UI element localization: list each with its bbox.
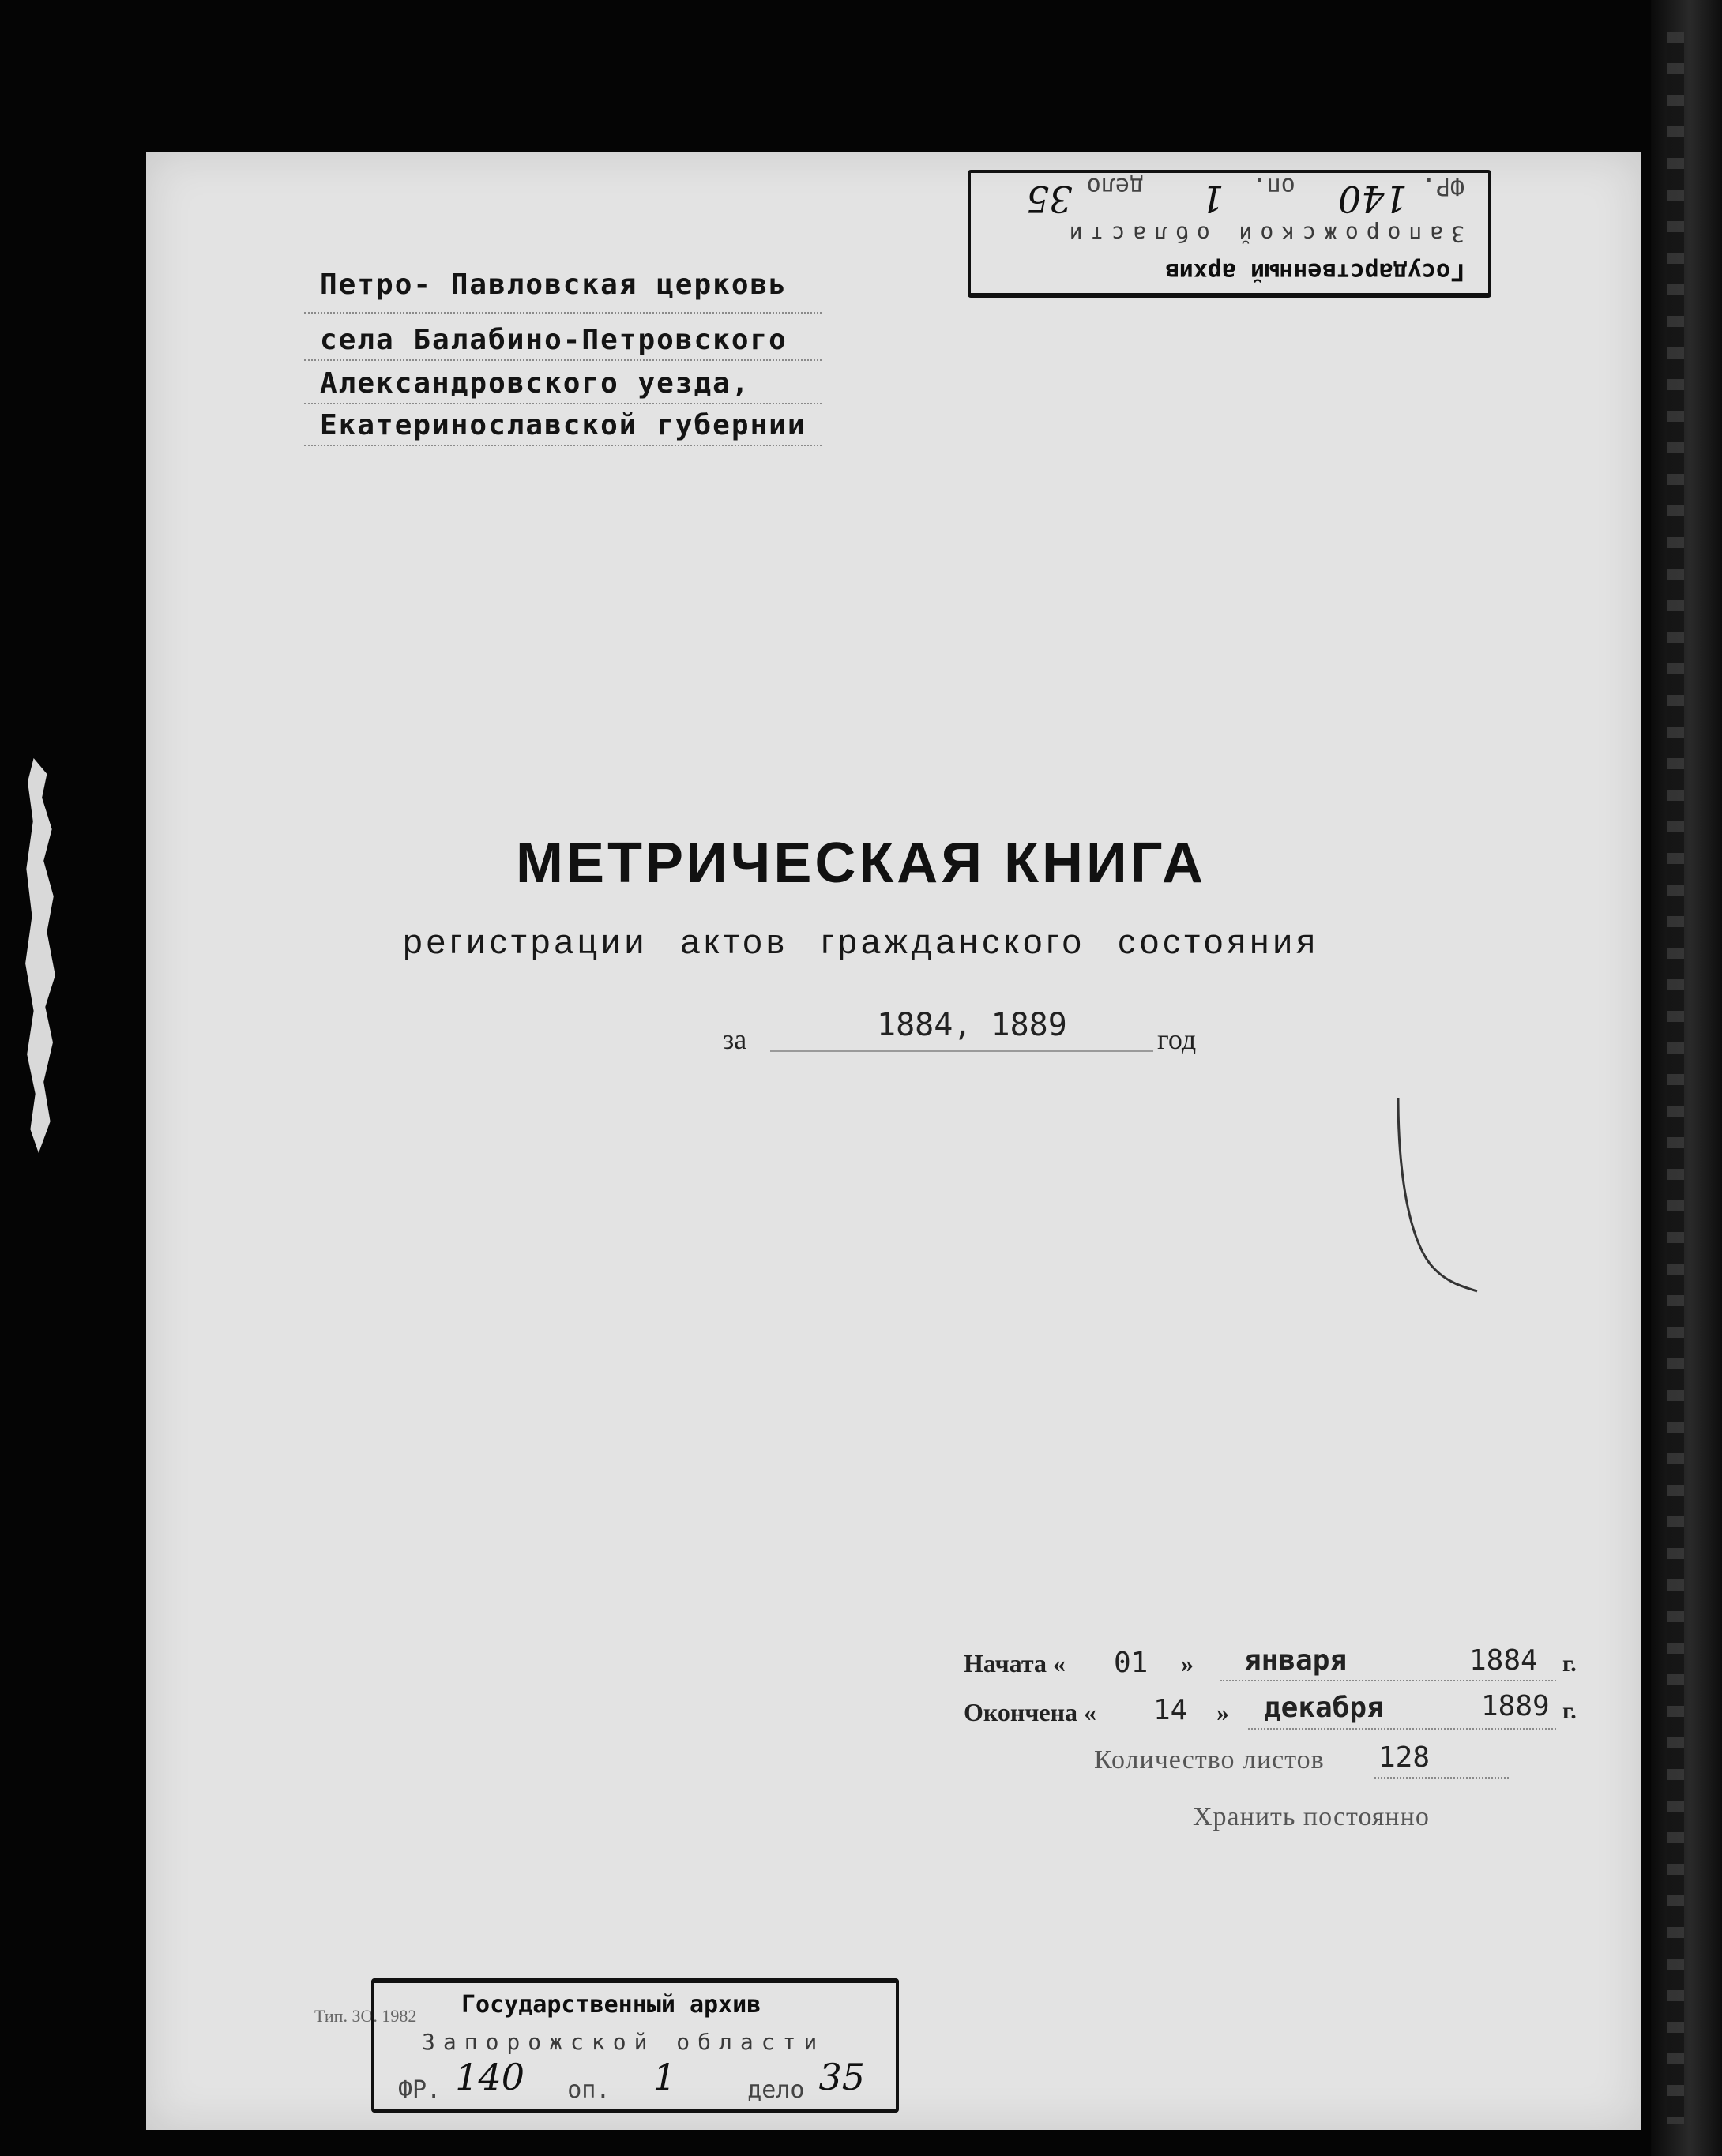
stamp-top-delo-prefix: дело [1086, 172, 1144, 200]
printer-imprint: Тип. ЗО. 1982 [314, 2006, 417, 2026]
start-underline [1220, 1680, 1556, 1681]
church-underline-1 [304, 312, 822, 314]
church-underline-3 [304, 403, 822, 404]
stamp-bottom-region: Запорожской области [422, 2029, 825, 2055]
stamp-top-archive-name: Государственный архив [1164, 257, 1464, 285]
stamp-bottom-fund: 140 [455, 2056, 525, 2098]
end-underline [1248, 1728, 1556, 1730]
end-label: Окончена « [964, 1698, 1097, 1726]
year-prefix: за [723, 1024, 747, 1055]
end-day: 14 [1153, 1694, 1188, 1726]
stamp-bottom-archive-name: Государственный архив [461, 1991, 761, 2019]
archive-stamp-bottom [371, 1978, 899, 2113]
start-year-suffix: г. [1562, 1651, 1577, 1677]
start-year: 1884 [1469, 1644, 1538, 1677]
storage-note: Хранить постоянно [1193, 1802, 1430, 1831]
stamp-bottom-fund-prefix: ФР. [398, 2076, 442, 2104]
sheets-label: Количество листов [1094, 1745, 1325, 1775]
stamp-bottom-delo-prefix: дело [747, 2076, 805, 2104]
stamp-top-delo: 35 [1026, 178, 1073, 220]
document-subtitle: регистрации актов гражданского состояния [403, 922, 1319, 961]
stamp-top-fund-prefix: ФР. [1421, 172, 1464, 200]
stamp-bottom-delo: 35 [818, 2056, 866, 2098]
church-line-4: Екатеринославской губернии [320, 409, 806, 441]
start-month: января [1244, 1644, 1348, 1677]
start-day: 01 [1114, 1647, 1149, 1679]
stamp-bottom-opis: 1 [652, 2056, 676, 2098]
binding-strip [1651, 0, 1722, 2156]
stamp-top-region: Запорожской области [1061, 221, 1464, 247]
church-line-2: села Балабино-Петровского [320, 324, 788, 356]
church-line-1: Петро- Павловская церковь [320, 269, 788, 301]
archive-stamp-top [968, 170, 1491, 298]
sheets-underline [1374, 1777, 1509, 1779]
document-title: МЕТРИЧЕСКАЯ КНИГА [515, 832, 1207, 895]
stamp-top-reference [987, 170, 1464, 220]
end-year-suffix: г. [1562, 1698, 1577, 1724]
sheets-count: 128 [1378, 1741, 1431, 1774]
end-month: декабря [1264, 1692, 1384, 1724]
year-underline [770, 1050, 1153, 1052]
stamp-bottom-reference [398, 2056, 880, 2106]
church-underline-4 [304, 445, 822, 446]
stamp-top-opis-prefix: оп. [1252, 172, 1295, 200]
stamp-top-opis: 1 [1201, 178, 1224, 220]
year-values: 1884, 1889 [877, 1007, 1067, 1043]
year-suffix: год [1157, 1024, 1197, 1055]
stamp-bottom-opis-prefix: оп. [567, 2076, 611, 2104]
end-year: 1889 [1481, 1690, 1550, 1722]
start-close-quote: » [1181, 1649, 1194, 1677]
start-label: Начата « [964, 1649, 1066, 1677]
stamp-top-fund: 140 [1337, 178, 1408, 220]
pen-stroke-mark [1390, 1098, 1485, 1295]
church-underline-2 [304, 359, 822, 361]
church-line-3: Александровского уезда, [320, 367, 750, 400]
end-close-quote: » [1216, 1698, 1229, 1726]
